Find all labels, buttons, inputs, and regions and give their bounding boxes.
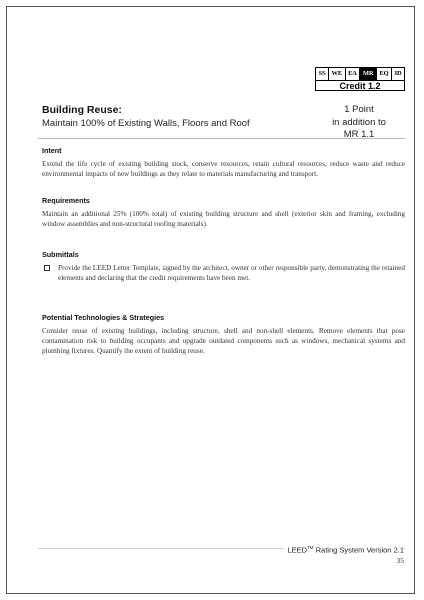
points-reference: MR 1.1 (343, 129, 375, 140)
requirements-heading: Requirements (42, 196, 90, 205)
strategies-text: Consider reuse of existing buildings, including structure, shell and non-shell elements. Remove elements that pose contamination risk to building occupants and upgrade outdated components such as windows, mechanical systems and plumbing fixtures. Quantify the extent of building reuse. (42, 327, 405, 355)
intent-text: Extend the life cycle of existing building stock, conserve resources, retain cultural resources, reduce waste and reduce environmental impacts of new buildings as they relate to materials manufacturing and transport. (42, 160, 405, 178)
category-ea: EA (346, 68, 361, 80)
footer-suffix: Rating System Version 2.1 (313, 545, 404, 555)
submittals-section (42, 250, 405, 283)
points-value: 1 Point (344, 104, 374, 115)
header-divider (38, 138, 405, 139)
strategies-heading: Potential Technologies & Strategies (42, 313, 165, 322)
footer-title (284, 543, 404, 556)
strategies-section (42, 313, 405, 356)
submittal-item (42, 263, 405, 283)
requirements-section (42, 196, 405, 229)
requirements-text: Maintain an additional 25% (100% total) of existing building structure and shell (exterior skin and framing, excluding window assemblies and non-structural roofing materials). (42, 210, 405, 228)
submittal-text: Provide the LEED Letter Template, signed by the architect, owner or other responsible party, demonstrating the retained elements and declaring that the credit requirements have been met. (58, 264, 405, 282)
points-qualifier: in addition to (332, 116, 386, 128)
category-ss: SS (316, 68, 329, 80)
intent-section (42, 146, 405, 179)
page-number: 35 (396, 556, 404, 565)
category-eq: EQ (377, 68, 392, 80)
category-we: WE (329, 68, 346, 80)
credit-title: Building Reuse: (42, 104, 122, 116)
intent-heading: Intent (42, 146, 62, 155)
credit-category-strip (315, 67, 405, 91)
footer-tm: TM (307, 545, 314, 550)
category-mr: MR (360, 68, 377, 80)
footer-prefix: LEED (287, 545, 308, 555)
document-page (6, 6, 415, 594)
category-id: ID (394, 70, 402, 77)
category-tabs (316, 68, 404, 81)
submittals-heading: Submittals (42, 250, 79, 259)
credit-label: Credit 1.2 (339, 81, 381, 91)
points-box (313, 104, 405, 142)
checkbox-icon (44, 265, 50, 271)
credit-subtitle: Maintain 100% of Existing Walls, Floors and Roof (42, 118, 250, 129)
